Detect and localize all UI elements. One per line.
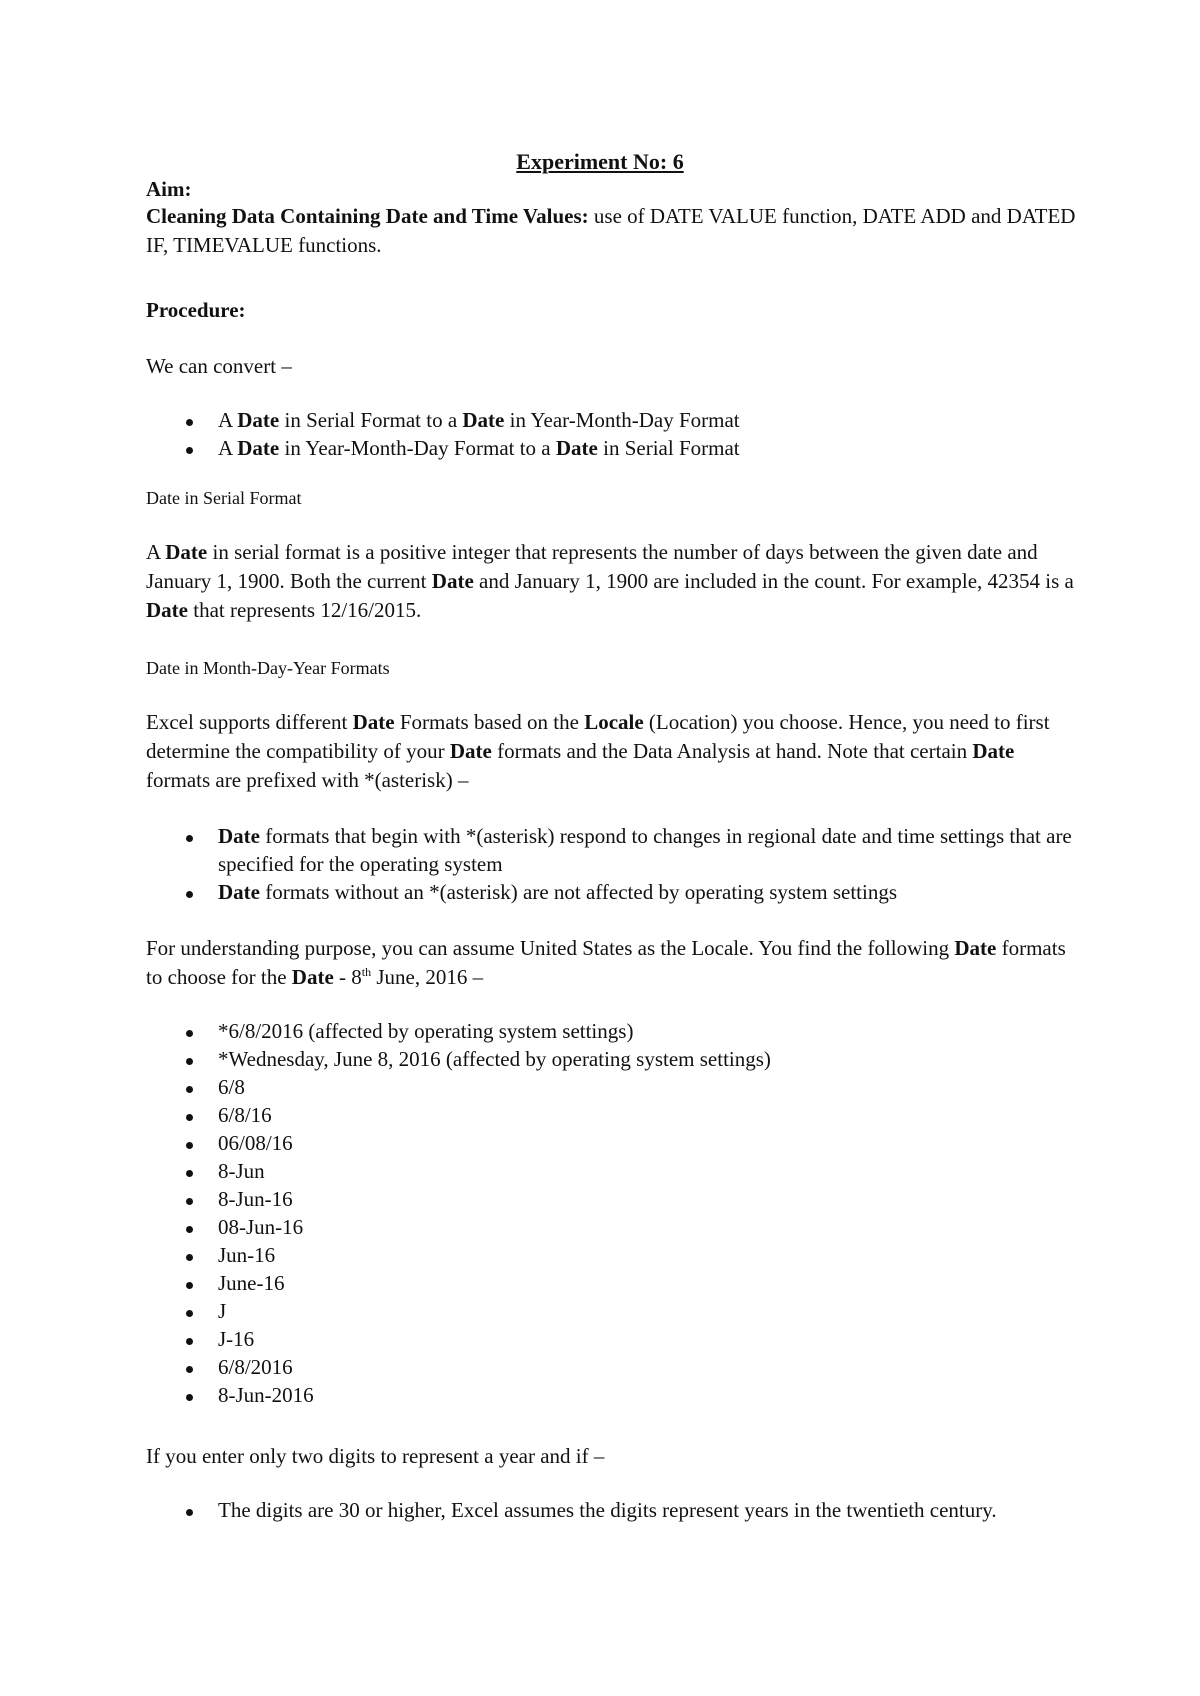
bullet-icon xyxy=(186,1310,193,1317)
two-digit-intro: If you enter only two digits to represent a year and if – xyxy=(146,1444,605,1468)
us-paragraph: For understanding purpose, you can assume United States as the Locale. You find the following Date formats to choose for the Date - 8th June, 2016 – xyxy=(146,936,1066,989)
list-item: Date formats that begin with *(asterisk) respond to changes in regional date and time settings that are specified for the operating system xyxy=(146,822,1076,878)
list-item: A Date in Serial Format to a Date in Year-Month-Day Format xyxy=(146,406,1076,434)
serial-paragraph: A Date in serial format is a positive integer that represents the number of days between the given date and January 1, 1900. Both the current Date and January 1, 1900 are included in the count. For example, 42354 is a Date that represents 12/16/2015. xyxy=(146,540,1074,622)
list-item: A Date in Year-Month-Day Format to a Date in Serial Format xyxy=(146,434,1076,462)
list-item: 8-Jun-16 xyxy=(146,1185,1076,1213)
procedure-heading: Procedure: xyxy=(146,298,246,322)
bullet-icon xyxy=(186,891,193,898)
bullet-icon xyxy=(186,1030,193,1037)
bullet-icon xyxy=(186,419,193,426)
page-title: Experiment No: 6 xyxy=(516,149,684,174)
bullet-icon xyxy=(186,1509,193,1516)
mdy-heading: Date in Month-Day-Year Formats xyxy=(146,658,390,678)
list-item: 06/08/16 xyxy=(146,1129,1076,1157)
date-formats-list xyxy=(146,1017,1076,1409)
bullet-icon xyxy=(186,1058,193,1065)
bullet-icon xyxy=(186,1254,193,1261)
bullet-icon xyxy=(186,1226,193,1233)
aim-heading: Aim: xyxy=(146,177,192,201)
list-item: 6/8/16 xyxy=(146,1101,1076,1129)
asterisk-list xyxy=(146,822,1076,906)
list-item: Date formats without an *(asterisk) are not affected by operating system settings xyxy=(146,878,1076,906)
bullet-icon xyxy=(186,1114,193,1121)
bullet-icon xyxy=(186,1394,193,1401)
list-item: *6/8/2016 (affected by operating system settings) xyxy=(146,1017,1076,1045)
bullet-icon xyxy=(186,1170,193,1177)
bullet-icon xyxy=(186,447,193,454)
list-item: 6/8/2016 xyxy=(146,1353,1076,1381)
list-item: 8-Jun xyxy=(146,1157,1076,1185)
bullet-icon xyxy=(186,1282,193,1289)
bullet-icon xyxy=(186,1142,193,1149)
two-digit-list xyxy=(146,1496,1076,1524)
aim-paragraph xyxy=(146,202,1076,260)
aim-text: use of DATE VALUE function, DATE ADD and DATED IF, TIMEVALUE functions. xyxy=(146,204,1076,257)
bullet-icon xyxy=(186,835,193,842)
list-item: 8-Jun-2016 xyxy=(146,1381,1076,1409)
bullet-icon xyxy=(186,1198,193,1205)
list-item: The digits are 30 or higher, Excel assumes the digits represent years in the twentieth century. xyxy=(146,1496,1076,1524)
bullet-icon xyxy=(186,1338,193,1345)
list-item: J-16 xyxy=(146,1325,1076,1353)
list-item: 08-Jun-16 xyxy=(146,1213,1076,1241)
list-item: *Wednesday, June 8, 2016 (affected by operating system settings) xyxy=(146,1045,1076,1073)
list-item: J xyxy=(146,1297,1076,1325)
list-item: June-16 xyxy=(146,1269,1076,1297)
bullet-icon xyxy=(186,1086,193,1093)
aim-bold-text: Cleaning Data Containing Date and Time Values: xyxy=(146,204,589,228)
serial-heading: Date in Serial Format xyxy=(146,488,302,508)
list-item: Jun-16 xyxy=(146,1241,1076,1269)
locale-paragraph: Excel supports different Date Formats based on the Locale (Location) you choose. Hence, you need to first determine the compatibility of your Date formats and the Data Analysis at hand. Note that certain Date formats are prefixed with *(asterisk) – xyxy=(146,710,1050,792)
bullet-icon xyxy=(186,1366,193,1373)
convert-intro: We can convert – xyxy=(146,354,292,378)
list-item: 6/8 xyxy=(146,1073,1076,1101)
convert-list xyxy=(146,406,1076,462)
